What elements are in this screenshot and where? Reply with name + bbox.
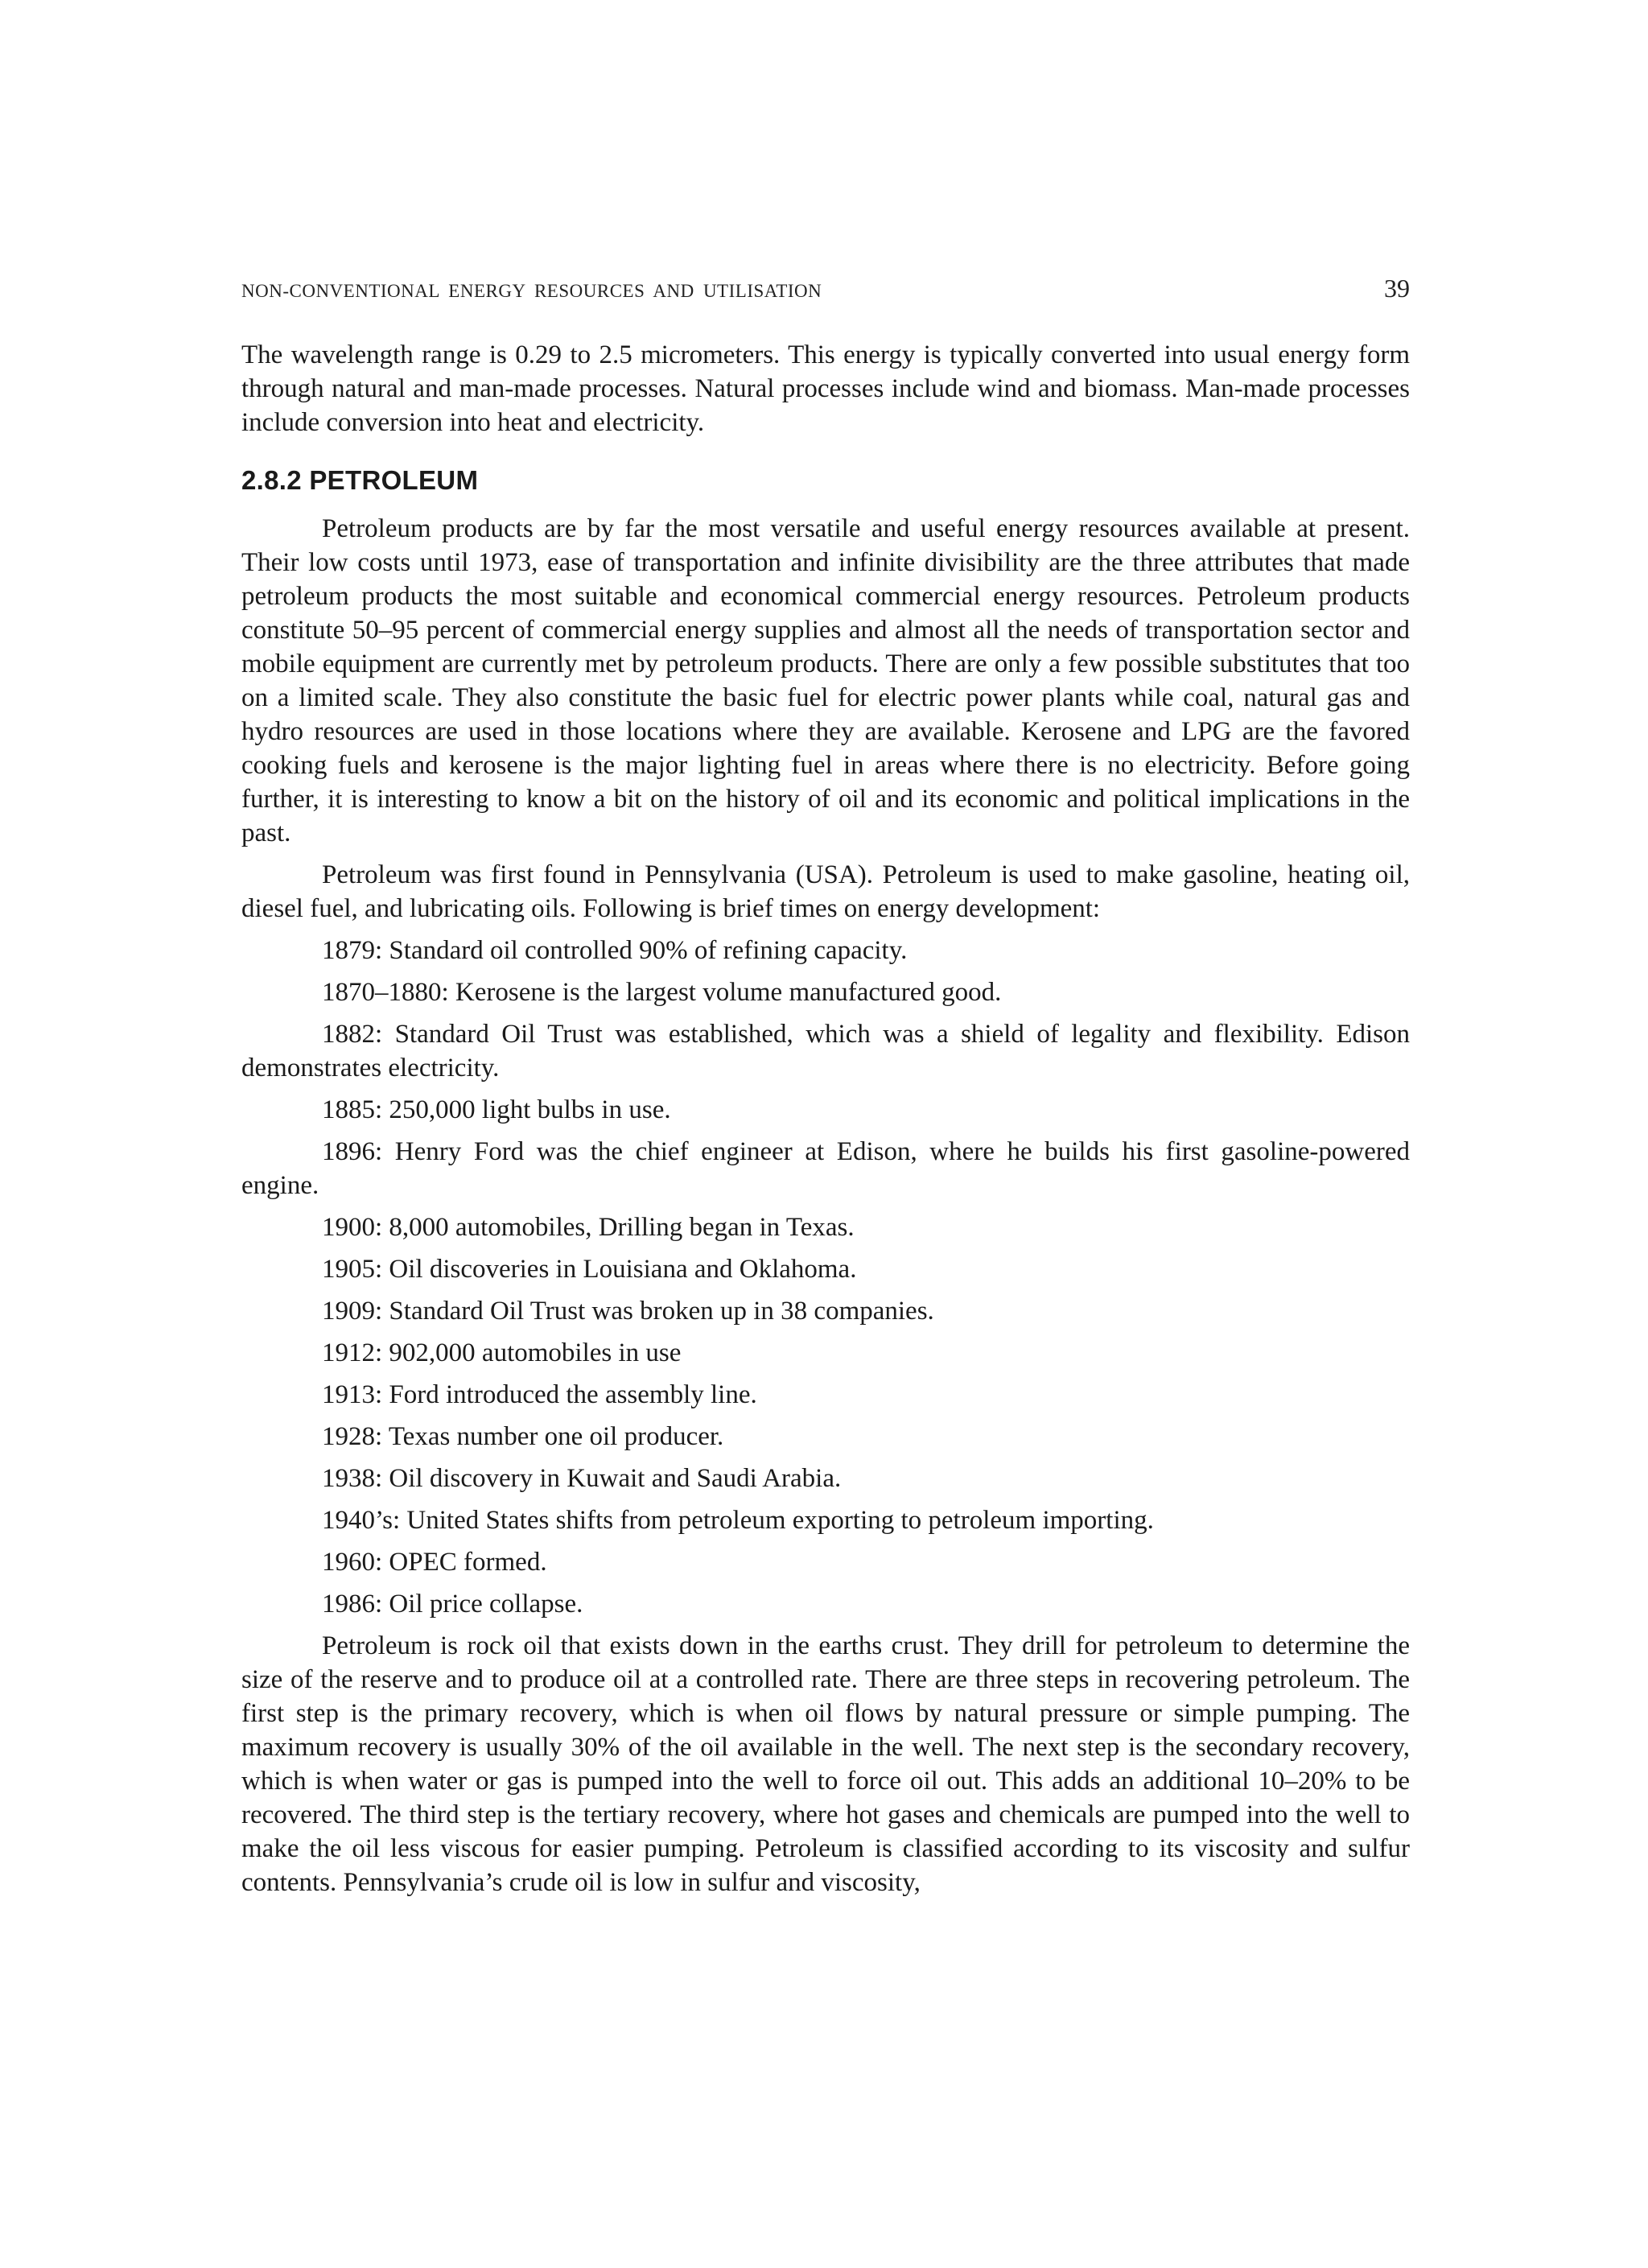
running-header: [241, 274, 1410, 303]
page-number: 39: [1384, 274, 1410, 303]
timeline-list: [241, 934, 1410, 1621]
timeline-item: 1938: Oil discovery in Kuwait and Saudi Arabia.: [322, 1464, 842, 1493]
page-body: [241, 338, 1410, 1907]
section-heading: 2.8.2 PETROLEUM: [241, 465, 479, 495]
document-page: [241, 0, 1410, 2268]
timeline-item: 1909: Standard Oil Trust was broken up in 38 companies.: [322, 1297, 934, 1326]
timeline-item: 1940’s: United States shifts from petroleum exporting to petroleum importing.: [322, 1506, 1154, 1535]
timeline-item: 1913: Ford introduced the assembly line.: [322, 1380, 757, 1409]
paragraph: Petroleum is rock oil that exists down in the earths crust. They drill for petroleum to determine the size of the reserve and to produce oil at a controlled rate. There are three steps in recovering petroleum. The first step is the primary recovery, which is when oil flows by natural pressure or simple pumping. The maximum recovery is usually 30% of the oil available in the well. The next step is the secondary recovery, which is when water or gas is pumped into the well to force oil out. This adds an additional 10–20% to be recovered. The third step is the tertiary recovery, where hot gases and chemicals are pumped into the well to make the oil less viscous for easier pumping. Petroleum is classified according to its viscosity and sulfur contents. Pennsylvania’s crude oil is low in sulfur and viscosity,: [241, 1631, 1410, 1897]
timeline-item: 1912: 902,000 automobiles in use: [322, 1338, 682, 1367]
timeline-item: 1885: 250,000 light bulbs in use.: [322, 1095, 671, 1124]
timeline-item: 1879: Standard oil controlled 90% of refining capacity.: [322, 936, 908, 965]
paragraph: Petroleum was first found in Pennsylvania (USA). Petroleum is used to make gasoline, heating oil, diesel fuel, and lubricating oils. Following is brief times on energy development:: [241, 860, 1410, 923]
timeline-item: 1905: Oil discoveries in Louisiana and Oklahoma.: [322, 1255, 857, 1284]
timeline-item: 1882: Standard Oil Trust was established, which was a shield of legality and flexibility. Edison demonstrates electricity.: [241, 1020, 1410, 1082]
timeline-item: 1900: 8,000 automobiles, Drilling began in Texas.: [322, 1213, 855, 1242]
paragraph: Petroleum products are by far the most versatile and useful energy resources available at present. Their low costs until 1973, ease of transportation and infinite divisibility are the three attributes that made petroleum products the most suitable and economical commercial energy resources. Petroleum products constitute 50–95 percent of commercial energy supplies and almost all the needs of transportation sector and mobile equipment are currently met by petroleum products. There are only a few possible substitutes that too on a limited scale. They also constitute the basic fuel for electric power plants while coal, natural gas and hydro resources are used in those locations where they are available. Kerosene and LPG are the favored cooking fuels and kerosene is the major lighting fuel in areas where there is no electricity. Before going further, it is interesting to know a bit on the history of oil and its economic and political implications in the past.: [241, 514, 1410, 847]
timeline-item: 1960: OPEC formed.: [322, 1548, 547, 1577]
timeline-item: 1870–1880: Kerosene is the largest volume manufactured good.: [322, 978, 1002, 1007]
timeline-item: 1896: Henry Ford was the chief engineer at Edison, where he builds his first gasoline-powered engine.: [241, 1137, 1410, 1200]
running-title: NON-CONVENTIONAL ENERGY RESOURCES AND UTILISATION: [241, 281, 822, 301]
intro-paragraph: The wavelength range is 0.29 to 2.5 micrometers. This energy is typically converted into usual energy form through natural and man-made processes. Natural processes include wind and biomass. Man-made processes include conversion into heat and electricity.: [241, 340, 1410, 437]
timeline-item: 1986: Oil price collapse.: [322, 1590, 583, 1619]
timeline-item: 1928: Texas number one oil producer.: [322, 1422, 724, 1451]
